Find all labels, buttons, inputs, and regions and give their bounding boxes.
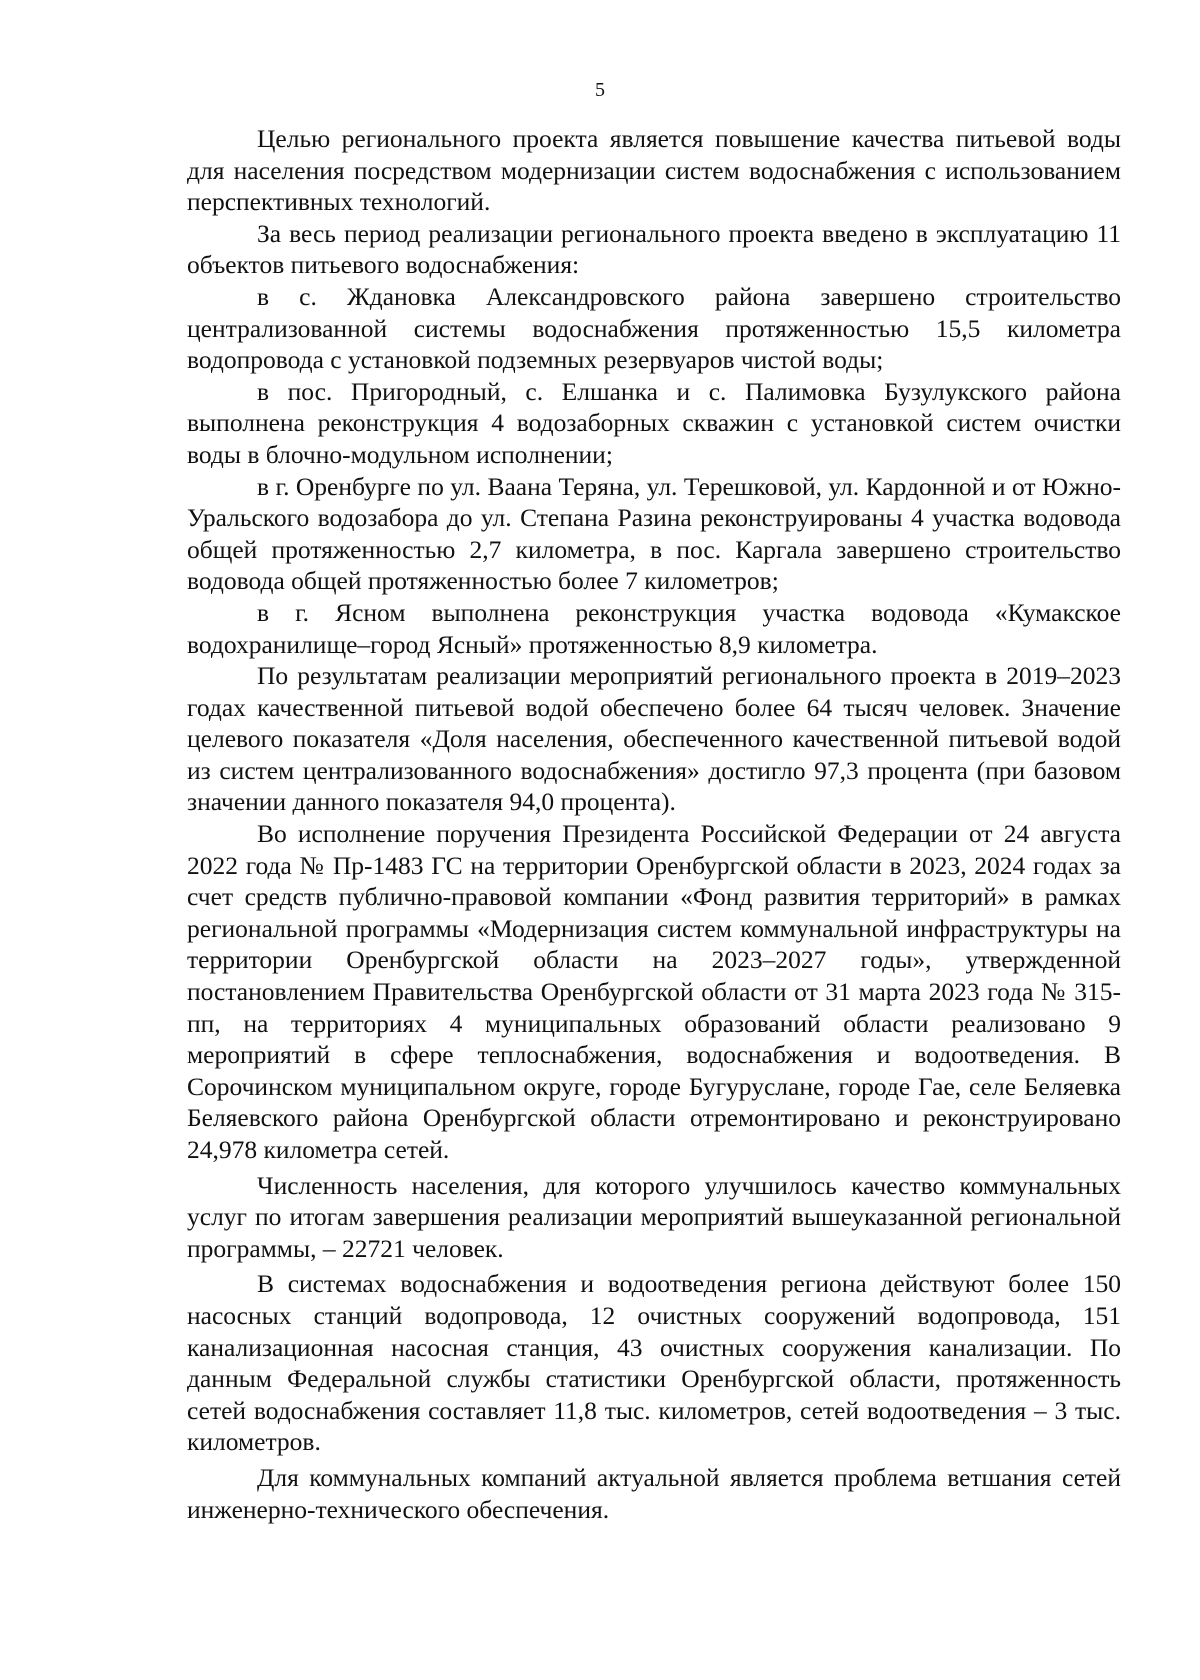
page-number: 5	[595, 79, 605, 101]
paragraph-project-goal: Целью регионального проекта является повышение качества питьевой воды для населения посредством модернизации систем водоснабжения с использованием перспективных технологий.	[187, 124, 1121, 217]
paragraph-commissioned-objects: За весь период реализации регионального проекта введено в эксплуатацию 11 объектов питьевого водоснабжения:	[187, 218, 1121, 280]
paragraph-water-systems: В системах водоснабжения и водоотведения региона действуют более 150 насосных станций водопровода, 12 очистных сооружений водопровода, 151 канализационная насосная станция, 43 очистных сооружения канализации. По данным Федеральной службы статистики Оренбургской области, протяженность сетей водоснабжения составляет 11,8 тыс. километров, сетей водоотведения – 3 тыс. километров.	[187, 1269, 1121, 1457]
paragraph-orenburg-water-pipes: в г. Оренбурге по ул. Ваана Теряна, ул. Терешковой, ул. Кардонной и от Южно-Уральского водозабора до ул. Степана Разина реконструированы 4 участка водовода общей протяженностью 2,7 километра, в пос. Каргала завершено строительство водовода общей протяженностью более 7 километров;	[187, 471, 1121, 596]
paragraph-yasny: в г. Ясном выполнена реконструкция участка водовода «Кумакское водохранилище–город Ясный» протяженностью 8,9 километра.	[187, 597, 1121, 659]
paragraph-network-deterioration: Для коммунальных компаний актуальной является проблема ветшания сетей инженерно-технического обеспечения.	[187, 1462, 1121, 1524]
paragraph-buzuluk-district: в пос. Пригородный, с. Елшанка и с. Палимовка Бузулукского района выполнена реконструкция 4 водозаборных скважин с установкой систем очистки воды в блочно-модульном исполнении;	[187, 376, 1121, 469]
paragraph-results-2019-2023: По результатам реализации мероприятий регионального проекта в 2019–2023 годах качественной питьевой водой обеспечено более 64 тысяч человек. Значение целевого показателя «Доля населения, обеспеченного качественной питьевой водой из систем централизованного водоснабжения» достигло 97,3 процента (при базовом значении данного показателя 94,0 процента).	[187, 661, 1121, 817]
paragraph-presidential-order: Во исполнение поручения Президента Российской Федерации от 24 августа 2022 года № Пр-1483 ГС на территории Оренбургской области в 2023, 2024 годах за счет средств публично-правовой компании «Фонд развития территорий» в рамках региональной программы «Модернизация систем коммунальной инфраструктуры на территории Оренбургской области на 2023–2027 годы», утвержденной постановлением Правительства Оренбургской области от 31 марта 2023 года № 315-пп, на территориях 4 муниципальных образований области реализовано 9 мероприятий в сфере теплоснабжения, водоснабжения и водоотведения. В Сорочинском муниципальном округе, городе Бугуруслане, городе Гае, селе Беляевка Беляевского района Оренбургской области отремонтировано и реконструировано 24,978 километра сетей.	[187, 819, 1121, 1164]
paragraph-population-improved: Численность населения, для которого улучшилось качество коммунальных услуг по итогам завершения реализации мероприятий вышеуказанной региональной программы, – 22721 человек.	[187, 1170, 1121, 1263]
paragraph-zhdanovka: в с. Ждановка Александровского района завершено строительство централизованной системы водоснабжения протяженностью 15,5 километра водопровода с установкой подземных резервуаров чистой воды;	[187, 281, 1121, 375]
document-body	[187, 123, 1121, 1525]
